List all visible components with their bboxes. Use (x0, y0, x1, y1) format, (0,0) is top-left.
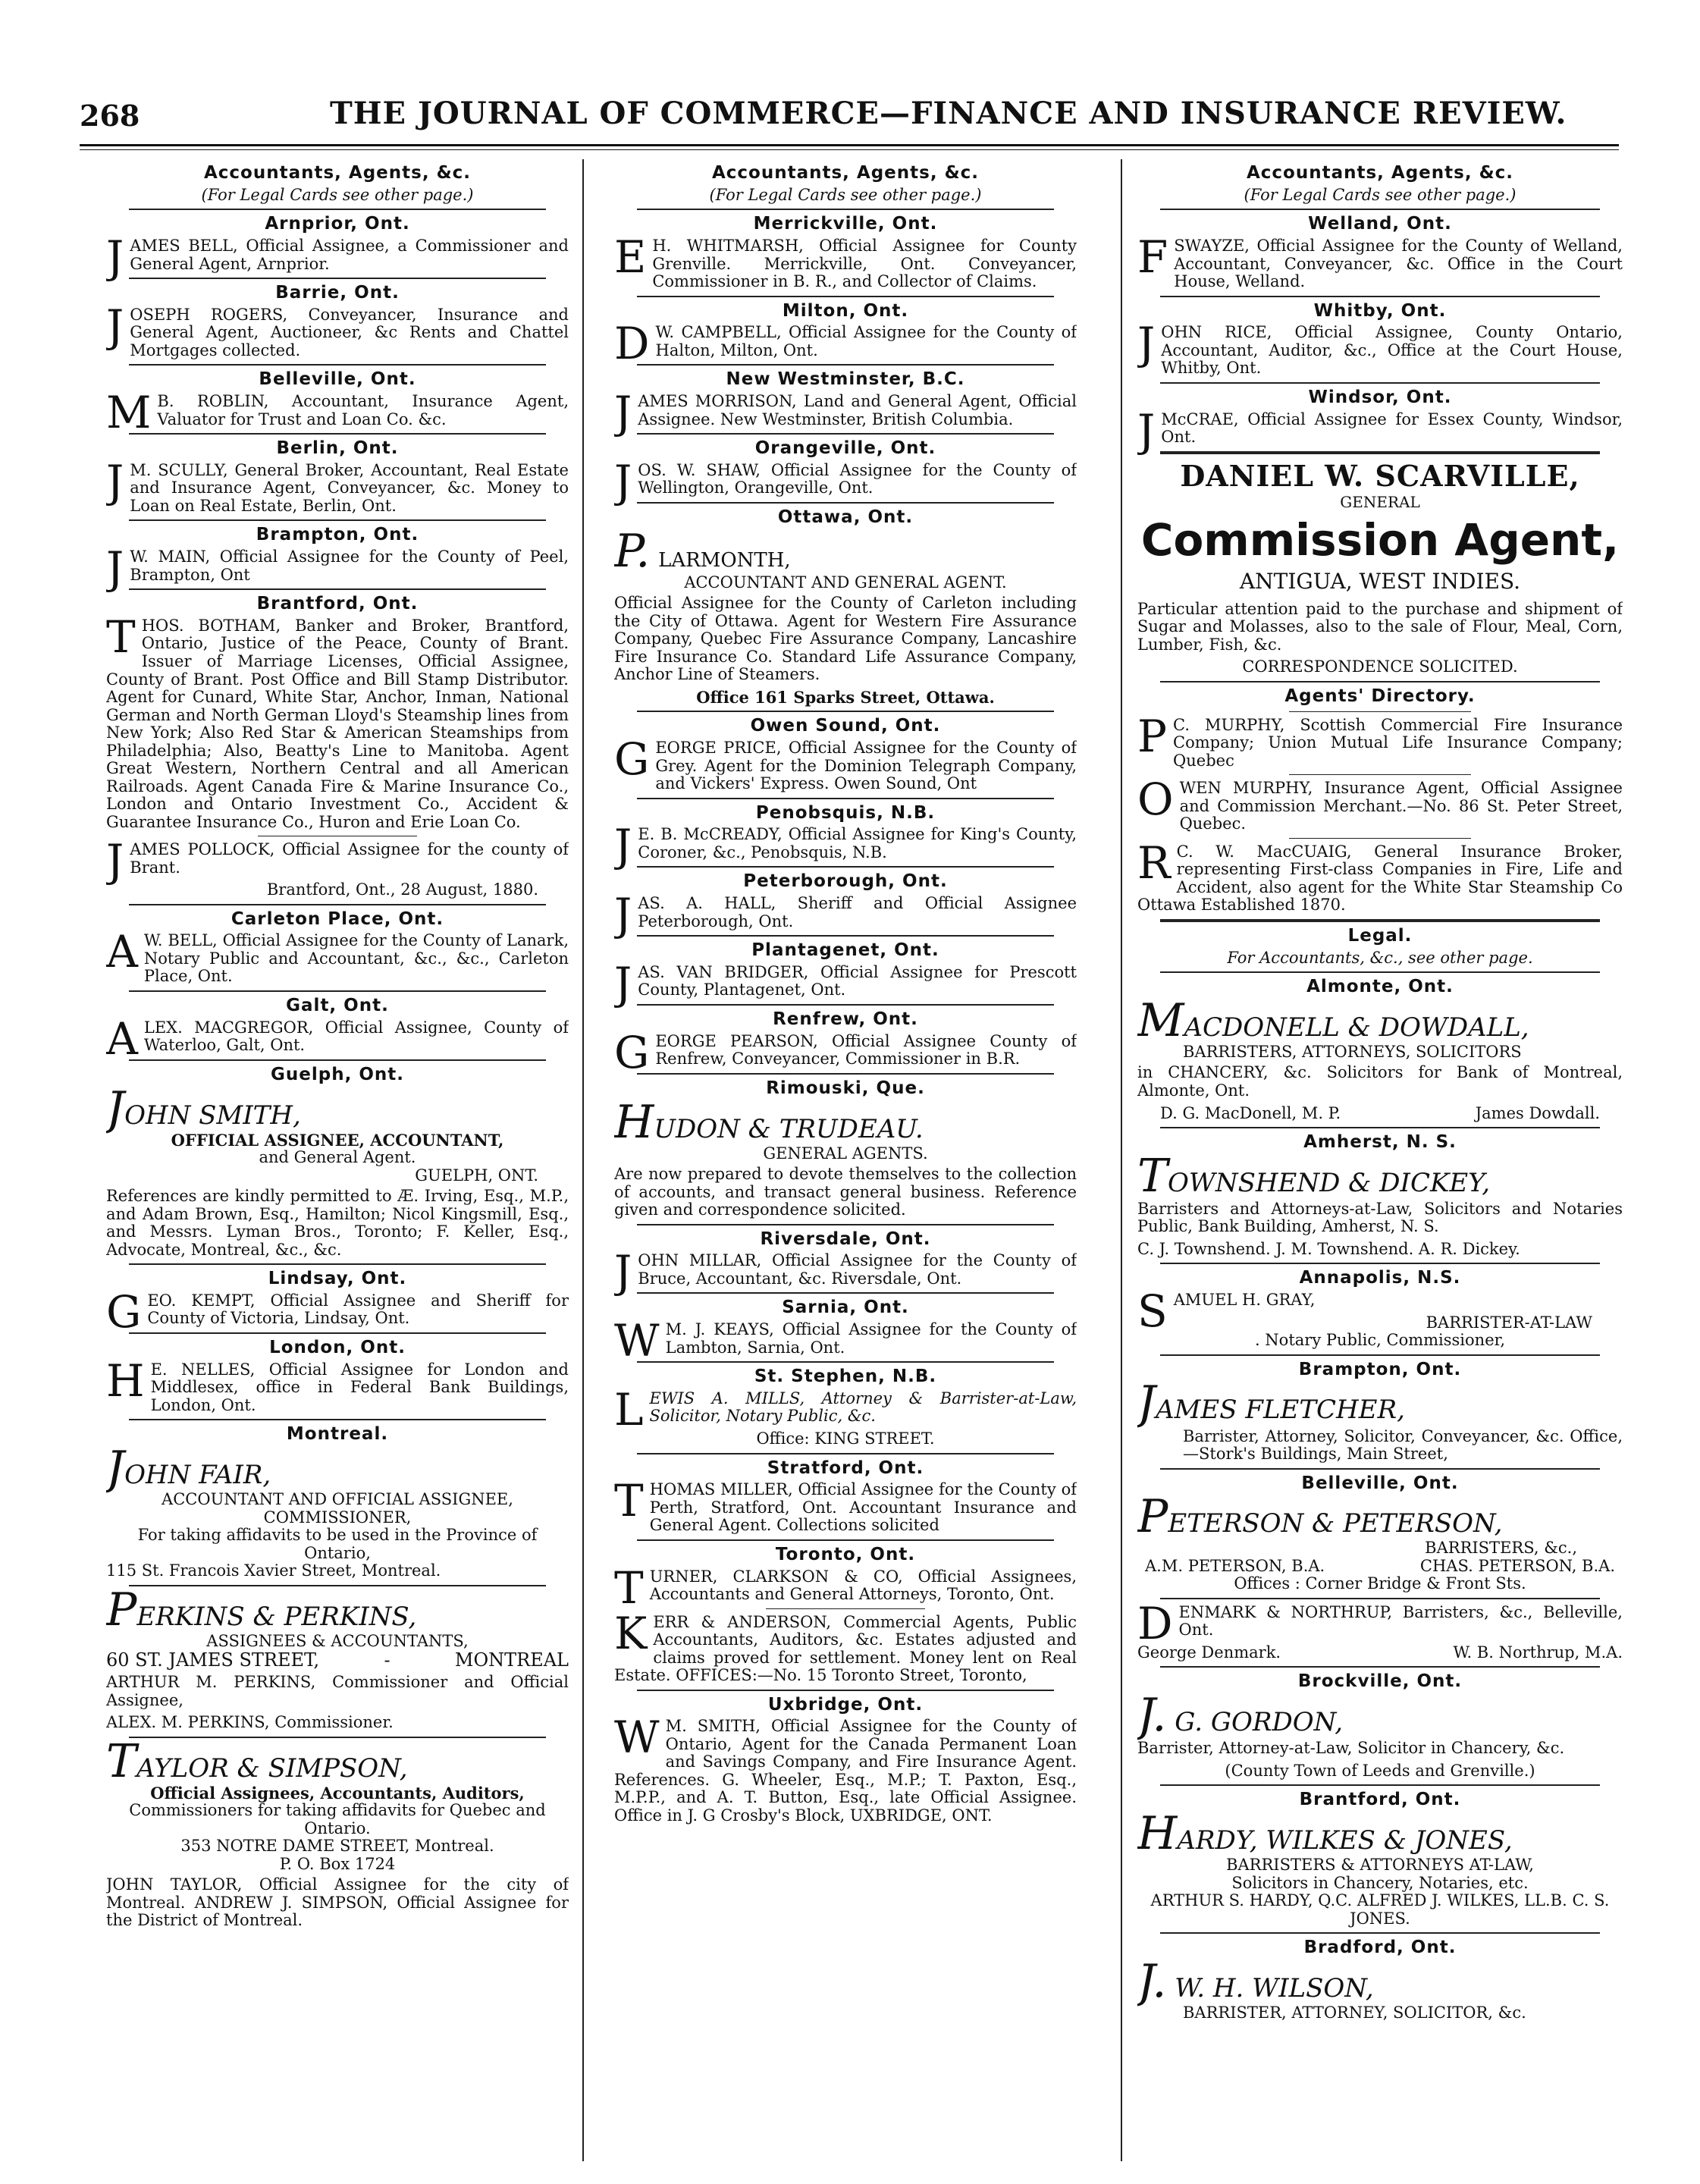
divider (637, 209, 1054, 210)
divider (129, 1737, 546, 1738)
card-address: 353 NOTRE DAME STREET, Montreal. (180, 1837, 494, 1856)
listing-entry: ARTHUR M. PERKINS, Commissioner and Official Assignee, (106, 1673, 569, 1709)
card-name: JOHN FAIR, (106, 1442, 271, 1495)
card-names: D. G. MacDonell, M. P. James Dowdall. (1160, 1103, 1600, 1122)
divider (129, 433, 546, 435)
city-heading: Windsor, Ont. (1308, 387, 1452, 407)
listing-entry: JAMES POLLOCK, Official Assignee for the county of Brant. (106, 835, 569, 887)
city-heading: Arnprior, Ont. (265, 214, 410, 234)
listing-entry: JOHN MILLAR, Official Assignee for the County of Bruce, Accountant, &c. Riversdale, Ont. (614, 1246, 1077, 1298)
page-header (80, 89, 1619, 143)
advertiser-subtitle: GENERAL (1340, 493, 1420, 512)
listing-entry: FSWAYZE, Official Assignee for the County of Welland, Accountant, Conveyancer, &c. Office in the Court House, Welland. (1137, 231, 1623, 291)
city-heading: Brantford, Ont. (1299, 1790, 1461, 1810)
city-heading: Belleville, Ont. (1301, 1473, 1459, 1493)
divider (1160, 681, 1600, 682)
city-heading: Peterborough, Ont. (743, 871, 948, 892)
listing-entry: Barrister, Attorney, Solicitor, Conveyancer, &c. Office,—Stork's Buildings, Main Street, (1183, 1426, 1623, 1464)
card-title: GENERAL AGENTS. (763, 1144, 928, 1163)
advertiser-name: DANIEL W. SCARVILLE, (1180, 458, 1580, 493)
listing-entry: J W. MAIN, Official Assignee for the County of Peel, Brampton, Ont (106, 542, 569, 595)
card-title: ACCOUNTANT AND GENERAL AGENT. (684, 573, 1007, 592)
page-number: 268 (80, 99, 140, 133)
divider (1289, 774, 1471, 775)
section-subheading: (For Legal Cards see other page.) (709, 185, 982, 204)
divider (637, 433, 1054, 435)
listing-entry: JAS. A. HALL, Sheriff and Official Assignee Peterborough, Ont. (614, 889, 1077, 941)
divider (1289, 838, 1471, 839)
divider (129, 1263, 546, 1265)
city-heading: Brantford, Ont. (256, 594, 419, 614)
card-title: BARRISTERS, ATTORNEYS, SOLICITORS (1183, 1042, 1522, 1061)
card-place: GUELPH, ONT. (415, 1166, 538, 1185)
divider (129, 588, 546, 590)
section-subheading: For Accountants, &c., see other page. (1227, 948, 1533, 967)
city-heading: Welland, Ont. (1308, 214, 1452, 234)
advertiser-place: ANTIGUA, WEST INDIES. (1239, 568, 1521, 594)
divider (637, 1361, 1054, 1363)
listing-entry: J M. SCULLY, General Broker, Accountant, Real Estate and Insurance Agent, Conveyancer, &c. Money to Loan on Real Estate, Berlin, Ont. (106, 455, 569, 515)
city-heading: Galt, Ont. (286, 995, 389, 1015)
divider (1160, 919, 1600, 922)
card-name: PERKINS & PERKINS, (106, 1583, 417, 1636)
listing-entry: W M. SMITH, Official Assignee for the County of Ontario, Agent for the Canada Permanent Loan and Savings Company, and Fire Insurance Agent. References. G. Wheeler, Esq., M.P.; T. Paxton, Esq., M.P.P., and A. T. Button, Esq., late Official Assignee. Office in J. G Crosby's Block, UXBRIDGE, ONT. (614, 1712, 1077, 1825)
divider (637, 296, 1054, 297)
listing-entry: GEORGE PRICE, Official Assignee for the County of Grey. Agent for the Dominion Telegraph Company, and Vickers' Express. Owen Sound, Ont (614, 733, 1077, 793)
divider (1160, 382, 1600, 384)
divider (1289, 711, 1471, 712)
card-title: ACCOUNTANT AND OFFICIAL ASSIGNEE, (162, 1490, 513, 1509)
advertiser-headline: Commission Agent, (1140, 513, 1620, 566)
listing-entry: E H. WHITMARSH, Official Assignee for County Grenville. Merrickville, Ont. Conveyancer, Commissioner in B. R., and Collector of Claims. (614, 231, 1077, 291)
listing-entry: Are now prepared to devote themselves to the collection of accounts, and transact general business. Reference given and correspondence solicited. (614, 1165, 1077, 1219)
city-heading: Barrie, Ont. (275, 283, 400, 303)
divider (1160, 1127, 1600, 1128)
divider (637, 364, 1054, 366)
divider (129, 209, 546, 210)
section-heading: Accountants, Agents, &c. (711, 163, 980, 183)
divider (637, 1292, 1054, 1294)
divider (129, 1585, 546, 1586)
listing-entry: JAMES BELL, Official Assignee, a Commissioner and General Agent, Arnprior. (106, 231, 569, 284)
listing-entry: JAS. VAN BRIDGER, Official Assignee for Prescott County, Plantagenet, Ont. (614, 957, 1077, 1009)
divider (1160, 1468, 1600, 1470)
city-heading: Renfrew, Ont. (773, 1009, 918, 1029)
listing-entry: Official Assignee for the County of Carleton including the City of Ottawa. Agent for Western Fire Assurance Company, Quebec Fire Assurance Company, Lancashire Fire Insurance Co. Standard Life Assurance Company, Anchor Line of Steamers. (614, 594, 1077, 684)
listing-entry: A W. BELL, Official Assignee for the County of Lanark, Notary Public and Accountant, &c., &c., Carleton Place, Ont. (106, 926, 569, 986)
city-heading: Owen Sound, Ont. (750, 716, 941, 736)
divider (129, 1332, 546, 1334)
card-names: C. J. Townshend. J. M. Townshend. A. R. Dickey. (1137, 1239, 1520, 1258)
divider (1160, 209, 1600, 210)
card-title: Official Assignees, Accountants, Auditors, (150, 1783, 525, 1803)
listing-entry: For taking affidavits to be used in the Province of Ontario, (137, 1526, 538, 1562)
divider (637, 502, 1054, 504)
city-heading: Whitby, Ont. (1313, 300, 1447, 321)
city-heading: Brampton, Ont. (1298, 1359, 1462, 1379)
section-heading: Agents' Directory. (1284, 686, 1476, 706)
city-heading: Carleton Place, Ont. (231, 908, 444, 929)
listing-entry: Barrister, Attorney-at-Law, Solicitor in Chancery, &c. (1137, 1739, 1565, 1758)
listing-entry: M B. ROBLIN, Accountant, Insurance Agent, Valuator for Trust and Loan Co. &c. (106, 387, 569, 439)
divider (637, 1453, 1054, 1454)
card-name: TAYLOR & SIMPSON, (106, 1734, 408, 1788)
city-heading: Berlin, Ont. (276, 438, 399, 459)
city-heading: Plantagenet, Ont. (751, 940, 939, 961)
divider (1160, 1784, 1600, 1786)
divider (1160, 296, 1600, 297)
city-heading: Bradford, Ont. (1303, 1938, 1457, 1958)
divider (129, 1059, 546, 1061)
listing-entry: JOHN TAYLOR, Official Assignee for the city of Montreal. ANDREW J. SIMPSON, Official Assignee for the District of Montreal. (106, 1875, 569, 1930)
card-note: (County Town of Leeds and Grenville.) (1225, 1761, 1535, 1780)
city-heading: Amherst, N. S. (1303, 1132, 1457, 1153)
card-title: BARRISTERS & ATTORNEYS AT-LAW, (1226, 1856, 1534, 1875)
card-name: TOWNSHEND & DICKEY, (1137, 1149, 1491, 1203)
card-names: ARTHUR S. HARDY, Q.C. ALFRED J. WILKES, LL.B. C. S. JONES. (1150, 1891, 1610, 1928)
divider (637, 866, 1054, 868)
section-subheading: (For Legal Cards see other page.) (1244, 185, 1517, 204)
listing-entry: OWEN MURPHY, Insurance Agent, Official Assignee and Commission Merchant.—No. 86 St. Peter Street, Quebec. (1137, 774, 1623, 833)
divider (637, 1224, 1054, 1225)
city-heading: Uxbridge, Ont. (767, 1694, 924, 1715)
city-heading: Brockville, Ont. (1297, 1671, 1463, 1692)
divider (1160, 1666, 1600, 1668)
section-subheading: (For Legal Cards see other page.) (201, 185, 474, 204)
city-heading: Belleville, Ont. (259, 369, 416, 390)
city-heading: Lindsay, Ont. (268, 1269, 407, 1289)
city-heading: Sarnia, Ont. (782, 1298, 909, 1318)
listing-entry: JOHN RICE, Official Assignee, County Ontario, Accountant, Auditor, &c., Office at the Court House, Whitby, Ont. (1137, 318, 1623, 378)
card-address: 60 ST. JAMES STREET, - MONTREAL (106, 1649, 569, 1671)
column-divider (1121, 159, 1122, 2161)
card-name: HUDON & TRUDEAU. (614, 1095, 924, 1149)
card-names: George Denmark. W. B. Northrup, M.A. (1137, 1643, 1623, 1662)
divider (129, 1419, 546, 1420)
divider (1160, 1598, 1600, 1599)
card-name: SAMUEL H. GRAY, (1137, 1285, 1316, 1338)
city-heading: Merrickville, Ont. (753, 214, 938, 234)
card-name: PETERSON & PETERSON, (1137, 1490, 1503, 1544)
listing-entry: J E. B. McCREADY, Official Assignee for King's County, Coroner, &c., Penobsquis, N.B. (614, 820, 1077, 872)
divider (1160, 1354, 1600, 1356)
divider (1160, 971, 1600, 973)
city-heading: Guelph, Ont. (271, 1064, 404, 1084)
city-heading: London, Ont. (269, 1337, 406, 1357)
listing-entry: TURNER, CLARKSON & CO, Official Assignees, Accountants and General Attorneys, Toronto, Ont. (614, 1561, 1077, 1614)
divider (637, 935, 1054, 937)
city-heading: Montreal. (286, 1424, 389, 1445)
card-title: COMMISSIONER, (263, 1508, 412, 1527)
divider (637, 1539, 1054, 1541)
listing-entry: GEORGE PEARSON, Official Assignee County of Renfrew, Conveyancer, Commissioner in B.R. (614, 1026, 1077, 1078)
listing-entry: ALEX. M. PERKINS, Commissioner. (106, 1713, 394, 1732)
listing-entry: References are kindly permitted to Æ. Irving, Esq., M.P., and Adam Brown, Esq., Hamilton; Nicol Kingsmill, Esq., and Messrs. Lyman Bros., Toronto; F. Keller, Esq., Advocate, Montreal, &c., &c. (106, 1187, 569, 1259)
listing-entry: Particular attention paid to the purchase and shipment of Sugar and Molasses, also to the sale of Flour, Meal, Corn, Lumber, Fish, &c. (1137, 599, 1623, 654)
divider (637, 1004, 1054, 1006)
column-3 (1137, 159, 1623, 2154)
divider (637, 711, 1054, 712)
listing-entry: Solicitors in Chancery, Notaries, etc. (1231, 1873, 1529, 1892)
card-address: Office: KING STREET. (756, 1429, 935, 1448)
city-heading: Penobsquis, N.B. (755, 802, 936, 823)
divider (1160, 1932, 1600, 1934)
city-heading: St. Stephen, N.B. (754, 1367, 937, 1387)
divider (637, 798, 1054, 799)
card-names: A.M. PETERSON, B.A. CHAS. PETERSON, B.A. (1145, 1556, 1615, 1575)
city-heading: Annapolis, N.S. (1299, 1268, 1461, 1288)
listing-entry: GEO. KEMPT, Official Assignee and Sheriff for County of Victoria, Lindsay, Ont. (106, 1285, 569, 1338)
column-2 (614, 159, 1077, 2154)
listing-entry: LEWIS A. MILLS, Attorney & Barrister-at-Law, Solicitor, Notary Public, &c. (614, 1383, 1077, 1436)
listing-entry: ALEX. MACGREGOR, Official Assignee, County of Waterloo, Galt, Ont. (106, 1012, 569, 1065)
divider (129, 904, 546, 905)
city-heading: New Westminster, B.C. (726, 369, 965, 390)
listing-entry: H E. NELLES, Official Assignee for London and Middlesex, office in Federal Bank Buildings, London, Ont. (106, 1354, 569, 1414)
section-heading: Legal. (1347, 925, 1413, 946)
card-address: Office 161 Sparks Street, Ottawa. (696, 687, 995, 707)
card-address: P. O. Box 1724 (279, 1854, 396, 1873)
card-title: BARRISTER, ATTORNEY, SOLICITOR, &c. (1183, 2004, 1526, 2022)
card-title: BARRISTER-AT-LAW (1426, 1313, 1592, 1332)
listing-entry: JOSEPH ROGERS, Conveyancer, Insurance and General Agent, Auctioneer, &c Rents and Chattel Mortgages collected. (106, 300, 569, 359)
listing-entry: JAMES MORRISON, Land and General Agent, Official Assignee. New Westminster, British Columbia. (614, 387, 1077, 439)
card-title: BARRISTERS, &c., (1425, 1539, 1577, 1558)
card-name: MACDONELL & DOWDALL, (1137, 993, 1529, 1047)
header-rule (80, 144, 1619, 150)
section-heading: Accountants, Agents, &c. (1246, 163, 1514, 183)
listing-entry: Barristers and Attorneys-at-Law, Solicitors and Notaries Public, Bank Building, Amherst, N. S. (1137, 1199, 1623, 1236)
card-name: JOHN SMITH, (106, 1081, 301, 1135)
column-1 (106, 159, 569, 2154)
card-title: and General Agent. (259, 1148, 416, 1167)
card-address: Offices : Corner Bridge & Front Sts. (1234, 1574, 1526, 1593)
journal-title: THE JOURNAL OF COMMERCE—FINANCE AND INSURANCE REVIEW. (330, 96, 1567, 131)
listing-entry: JOS. W. SHAW, Official Assignee for the County of Wellington, Orangeville, Ont. (614, 455, 1077, 507)
city-heading: Toronto, Ont. (775, 1544, 916, 1564)
listing-entry: P C. MURPHY, Scottish Commercial Fire Insurance Company; Union Mutual Life Insurance Company; Quebec (1137, 710, 1623, 770)
city-heading: Orangeville, Ont. (754, 438, 936, 459)
card-name: J. G. GORDON, (1137, 1689, 1343, 1743)
listing-entry: THOMAS MILLER, Official Assignee for the County of Perth, Stratford, Ont. Accountant Insurance and General Agent. Collections solicited (614, 1475, 1077, 1535)
divider (129, 519, 546, 521)
city-heading: Milton, Ont. (782, 300, 909, 321)
column-divider (582, 159, 584, 2161)
listing-entry: THOS. BOTHAM, Banker and Broker, Brantford, Ontario, Justice of the Peace, County of Brant. Issuer of Marriage Licenses, Official Assignee, County of Brant. Post Office and Bill Stamp Distributor. Agent for Cunard, White Star, Anchor, Inman, National German and North German Lloyd's Steamship lines from New York; Also Red Star & American Steamships from Philadelphia; Also, Beatty's Line to Manitoba. Agent Great Western, Northern Central and all American Railroads. Agent Canada Fire & Marine Insurance Co., London and Ontario Investment Co., Accident & Guarantee Insurance Co., Huron and Erie Loan Co. (106, 610, 569, 831)
card-title: ASSIGNEES & ACCOUNTANTS, (206, 1631, 469, 1650)
divider (1160, 1263, 1600, 1264)
listing-entry: in CHANCERY, &c. Solicitors for Bank of Montreal, Almonte, Ont. (1137, 1063, 1623, 1100)
divider (637, 1690, 1054, 1691)
city-heading: Riversdale, Ont. (760, 1228, 931, 1249)
listing-entry: J McCRAE, Official Assignee for Essex County, Windsor, Ont. (1137, 404, 1623, 457)
divider (637, 1073, 1054, 1075)
listing-entry: Commissioners for taking affidavits for Quebec and Ontario. (129, 1801, 546, 1837)
listing-entry: DENMARK & NORTHRUP, Barristers, &c., Belleville, Ont. (1137, 1597, 1623, 1649)
city-heading: Stratford, Ont. (767, 1458, 924, 1478)
listing-entry: KERR & ANDERSON, Commercial Agents, Public Accountants, Auditors, &c. Estates adjusted and claims proved for settlement. Money lent on Real Estate. OFFICES:—No. 15 Toronto Street, Toronto, (614, 1607, 1077, 1685)
divider (1160, 451, 1600, 454)
divider (129, 364, 546, 366)
section-heading: Accountants, Agents, &c. (203, 163, 472, 183)
city-heading: Almonte, Ont. (1306, 977, 1454, 997)
card-name: JAMES FLETCHER, (1137, 1376, 1405, 1430)
card-name: J. W. H. WILSON, (1137, 1954, 1374, 2008)
card-name: P. LARMONTH, (614, 524, 791, 578)
city-heading: Brampton, Ont. (256, 525, 419, 545)
listing-entry: D W. CAMPBELL, Official Assignee for the County of Halton, Milton, Ont. (614, 318, 1077, 370)
city-heading: Rimouski, Que. (766, 1078, 925, 1098)
divider (766, 1608, 925, 1609)
listing-entry: W M. J. KEAYS, Official Assignee for the County of Lambton, Sarnia, Ont. (614, 1315, 1077, 1367)
card-title: OFFICIAL ASSIGNEE, ACCOUNTANT, (171, 1130, 504, 1150)
card-address: 115 St. Francois Xavier Street, Montreal. (106, 1561, 441, 1580)
city-heading: Ottawa, Ont. (777, 507, 914, 527)
listing-entry: R C. W. MacCUAIG, General Insurance Broker, representing First-class Companies in Fire, Life and Accident, also agent for the White Star Steamship Co Ottawa Established 1870. (1137, 836, 1623, 915)
card-note: CORRESPONDENCE SOLICITED. (1242, 657, 1518, 676)
listing-entry: . Notary Public, Commissioner, (1254, 1331, 1506, 1350)
listing-date: Brantford, Ont., 28 August, 1880. (266, 880, 538, 899)
divider (129, 278, 546, 279)
card-name: HARDY, WILKES & JONES, (1137, 1807, 1513, 1861)
divider (129, 990, 546, 992)
